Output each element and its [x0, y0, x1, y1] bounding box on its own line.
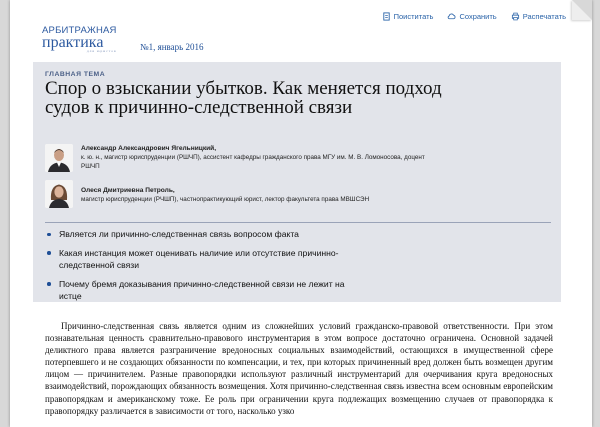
page-corner-fold	[572, 0, 592, 20]
article-body: Причинно-следственная связь является одним из сложнейших условий гражданско-правовой ответственности. При этом познавательная ценность сравнительно-правового инструментария в этом вопросе достаточно ограничена. Основной задачей деликтного права является разграничение вредоносных социальных взаимодействий, остающихся в имущественной сфере потерпевшего и не создающих обязанности по компенсации, и тех, при которых причиненный вред должен быть возмещен другим лицом — причинителем. Разные правопорядки используют различный инструментарий для очерчивания круга вредоносных взаимодействий, порождающих обязанность возмещения. Хотя причинно-следственная связь известна всем основным европейским правопорядкам и американскому тоже. Ее роль при ограничении круга подлежащих возмещению случаев от правопорядка к правопорядку различается в зависимости от того, насколько узко	[45, 321, 553, 416]
document-page	[10, 0, 592, 427]
male-portrait-icon	[45, 144, 73, 172]
author-name: Олеся Дмитриевна Петроль,	[81, 187, 175, 194]
author-block	[45, 180, 431, 208]
print-label: Поиститать	[393, 12, 434, 21]
logo-line-1: АРБИТРАЖНАЯ	[42, 25, 117, 36]
issue-label: №1, январь 2016	[140, 42, 204, 52]
save-label: Сохранить	[459, 12, 497, 21]
logo-line-3: для юристов	[86, 48, 117, 53]
section-kicker: ГЛАВНАЯ ТЕМА	[45, 71, 106, 78]
panel-divider	[45, 222, 551, 223]
unpack-label: Распечатать	[522, 12, 566, 21]
document-icon	[382, 12, 391, 21]
author-bio: магистр юриспруденции (РЧШП), частнопрактикующий юрист, лектор факультета права МВШСЭН	[81, 196, 370, 203]
author-photo	[45, 144, 73, 172]
list-item: Почему бремя доказывания причинно-следственной связи не лежит на истце	[45, 278, 365, 303]
logo-line-2: практика	[42, 33, 104, 51]
author-block	[45, 144, 431, 172]
toolbar	[382, 12, 566, 21]
list-item: Какая инстанция может оценивать наличие или отсутствие причинно-следственной связи	[45, 247, 365, 272]
author-bio: к. ю. н., магистр юриспруденции (РШЧП), ассистент кафедры гражданского права МГУ им. М. В. Ломоносова, доцент РШЧП	[81, 154, 425, 170]
printer-icon	[511, 12, 520, 21]
key-questions-list	[45, 228, 365, 309]
author-name: Александр Александрович Ягельницкий,	[81, 145, 217, 152]
unpack-button[interactable]	[511, 12, 566, 21]
female-portrait-icon	[45, 180, 73, 208]
author-photo	[45, 180, 73, 208]
list-item: Является ли причинно-следственная связь вопросом факта	[45, 228, 365, 241]
article-title: Спор о взыскании убытков. Как меняется подход судов к причинно-следственной связи	[45, 78, 442, 118]
save-button[interactable]	[447, 12, 496, 21]
article-header-panel	[33, 62, 561, 302]
cloud-icon	[447, 12, 456, 21]
journal-logo	[42, 26, 117, 53]
print-button[interactable]	[382, 12, 434, 21]
